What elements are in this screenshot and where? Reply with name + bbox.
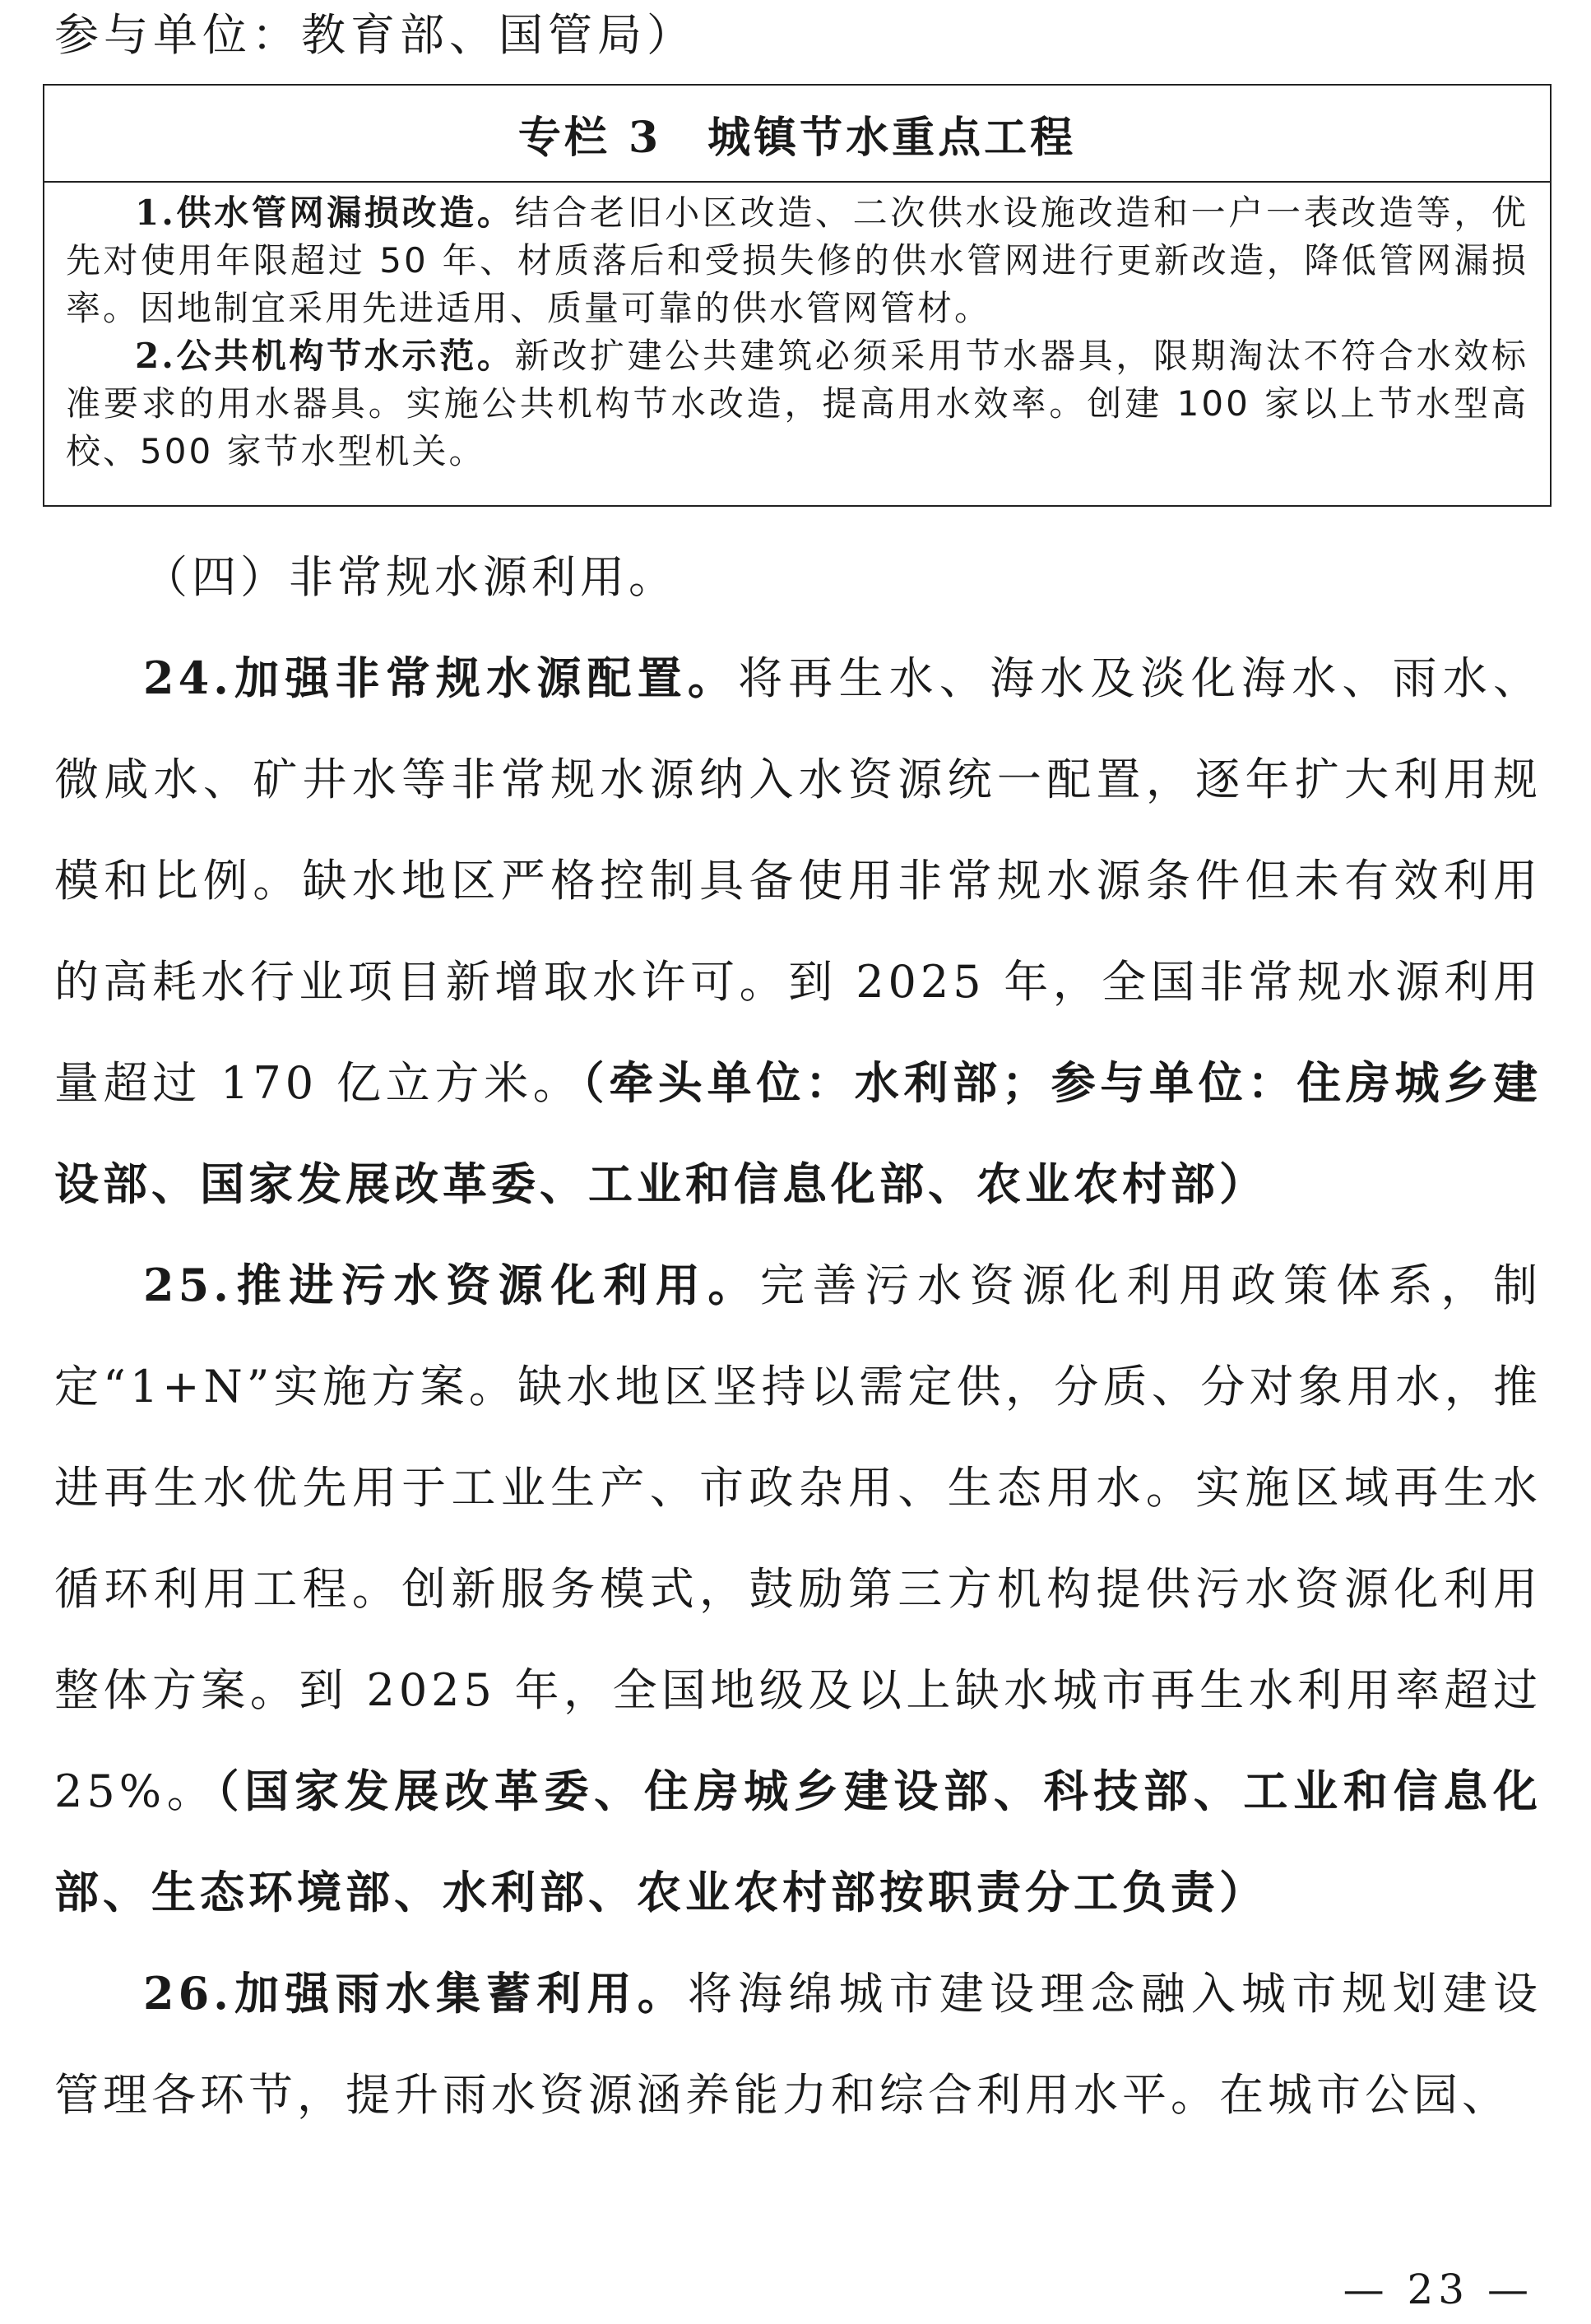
- paragraph: [54, 1235, 1542, 1943]
- paragraph-head: 26.加强雨水集蓄利用。: [143, 1967, 688, 2020]
- page-number: — 23 —: [1343, 2266, 1533, 2313]
- paragraph-body: 将再生水、海水及淡化海水、雨水、微咸水、矿井水等非常规水源纳入水资源统一配置，逐年扩大利用规模和比例。缺水地区严格控制具备使用非常规水源条件但未有效利用的高耗水行业项目新增取水许可。到 2025 年，全国非常规水源利用量超过 170 亿立方米。: [54, 652, 1542, 1109]
- column-item-head: 1.供水管网漏损改造。: [135, 193, 515, 233]
- paragraph-tail: （牵头单位：水利部；参与单位：住房城乡建设部、国家发展改革委、工业和信息化部、农业农村部）: [54, 1056, 1542, 1210]
- paragraph-body: 完善污水资源化利用政策体系，制定“1+N”实施方案。缺水地区坚持以需定供，分质、分对象用水，推进再生水优先用于工业生产、市政杂用、生态用水。实施区域再生水循环利用工程。创新服务模式，鼓励第三方机构提供污水资源化利用整体方案。到 2025 年，全国地级及以上缺水城市再生水利用率超过 25%。: [54, 1259, 1542, 1817]
- column-item-body: 结合老旧小区改造、二次供水设施改造和一户一表改造等，优先对使用年限超过 50 年、材质落后和受损失修的供水管网进行更新改造，降低管网漏损率。因地制宜采用先进适用、质量可靠的供水管网管材。: [66, 193, 1528, 328]
- paragraph: [54, 1943, 1542, 2145]
- column-number: 专栏 3: [517, 112, 662, 163]
- paragraph-body: 将海绵城市建设理念融入城市规划建设管理各环节，提升雨水资源涵养能力和综合利用水平。在城市公园、: [54, 1968, 1542, 2121]
- column-item-body: 新改扩建公共建筑必须采用节水器具，限期淘汰不符合水效标准要求的用水器具。实施公共机构节水改造，提高用水效率。创建 100 家以上节水型高校、500 家节水型机关。: [66, 336, 1528, 471]
- paragraph-head: 24.加强非常规水源配置。: [143, 652, 739, 704]
- paragraph-head: 25.推进污水资源化利用。: [143, 1259, 761, 1311]
- column-item-head: 2.公共机构节水示范。: [135, 336, 515, 376]
- section-heading: （四）非常规水源利用。: [143, 551, 677, 603]
- column-title: [44, 86, 1550, 183]
- continuation-line: 参与单位：教育部、国管局）: [54, 9, 696, 61]
- paragraph: [54, 628, 1542, 1235]
- column-item: [66, 189, 1528, 332]
- column-item: [66, 332, 1528, 475]
- main-text: [54, 526, 1542, 2145]
- column-body: [44, 183, 1550, 475]
- column-title-text: 城镇节水重点工程: [707, 112, 1077, 163]
- column-box: [43, 84, 1552, 507]
- paragraph-tail: （国家发展改革委、住房城乡建设部、科技部、工业和信息化部、生态环境部、水利部、农业农村部按职责分工负责）: [54, 1765, 1542, 1918]
